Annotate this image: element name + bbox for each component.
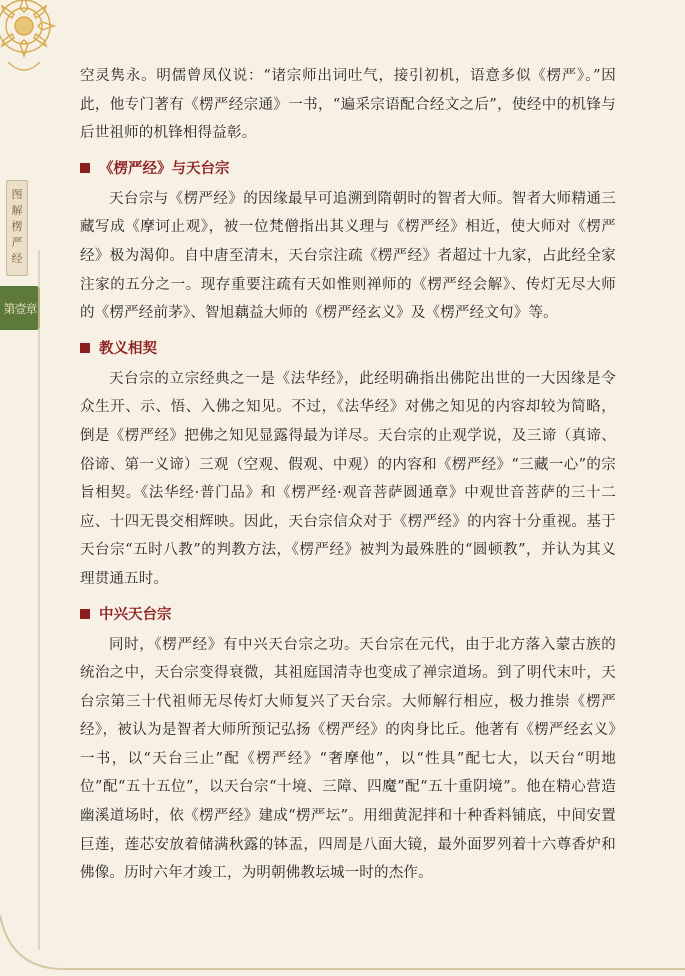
chapter-tab xyxy=(0,286,40,330)
square-bullet-icon xyxy=(80,343,90,353)
body-paragraph: 同时，《楞严经》有中兴天台宗之功。天台宗在元代，由于北方落入蒙古族的统治之中，天台宗变得衰微，其祖庭国清寺也变成了禅宗道场。到了明代末叶，天台宗第三十代祖师无尽传灯大师复兴了天台宗。大师解行相应，极力推崇《楞严经》，被认为是智者大师所预记弘扬《楞严经》的肉身比丘。他著有《楞严经玄义》一书，以“天台三止”配《楞严经》“奢摩他”，以“性具”配七大，以天台“明地位”配“五十五位”，以天台宗“十境、三障、四魔”配“五十重阴境”。他在精心营造幽溪道场时，依《楞严经》建成“楞严坛”。用细黄泥拌和十种香料铺底，中间安置巨莲，莲芯安放着储满秋露的钵盂，四周是八面大镜，最外面罗列着十六尊香炉和佛像。历时六年才竣工，为明朝佛教坛城一时的杰作。 xyxy=(80,636,616,882)
section-heading xyxy=(80,155,616,181)
margin-divider xyxy=(38,250,40,950)
section-heading xyxy=(80,335,616,361)
square-bullet-icon xyxy=(80,163,90,173)
body-paragraph: 天台宗与《楞严经》的因缘最早可追溯到隋朝时的智者大师。智者大师精通三藏写成《摩诃止观》，被一位梵僧指出其义理与《楞严经》相近，使大师对《楞严经》极为渴仰。自中唐至清末，天台宗注疏《楞严经》者超过十九家，占此经全家注家的五分之一。现存重要注疏有天如惟则禅师的《楞严经会解》、传灯无尽大师的《楞严经前茅》、智旭藕益大师的《楞严经玄义》及《楞严经文句》等。 xyxy=(80,190,616,322)
section-label: 图解楞严经 xyxy=(11,188,23,265)
page-bottom-curve xyxy=(0,905,685,976)
section-heading-text: 《楞严经》与天台宗 xyxy=(99,161,230,178)
page-content xyxy=(80,62,616,888)
lotus-ornament-icon xyxy=(0,0,68,78)
section-heading xyxy=(80,601,616,627)
chapter-label: 第壹章 xyxy=(3,301,37,316)
intro-paragraph: 空灵隽永。明儒曾凤仪说：“诸宗师出词吐气，接引初机，语意多似《楞严》。”因此，他专门著有《楞严经宗通》一书，“遍采宗语配合经文之后”，使经中的机锋与后世祖师的机锋相得益彰。 xyxy=(80,68,616,142)
body-paragraph: 天台宗的立宗经典之一是《法华经》，此经明确指出佛陀出世的一大因缘是令众生开、示、悟、入佛之知见。不过，《法华经》对佛之知见的内容却较为简略，倒是《楞严经》把佛之知见显露得最为详尽。天台宗的止观学说，及三谛（真谛、俗谛、第一义谛）三观（空观、假观、中观）的内容和《楞严经》“三藏一心”的宗旨相契。《法华经·普门品》和《楞严经·观音菩萨圆通章》中观世音菩萨的三十二应、十四无畏交相辉映。因此，天台宗信众对于《楞严经》的内容十分重视。基于天台宗“五时八教”的判教方法，《楞严经》被判为最殊胜的“圆顿教”，并认为其义理贯通五时。 xyxy=(80,370,616,587)
section-label-tab xyxy=(6,180,28,276)
section-heading-text: 教义相契 xyxy=(99,341,157,358)
square-bullet-icon xyxy=(80,609,90,619)
left-sidebar xyxy=(0,88,37,976)
section-heading-text: 中兴天台宗 xyxy=(99,607,172,623)
